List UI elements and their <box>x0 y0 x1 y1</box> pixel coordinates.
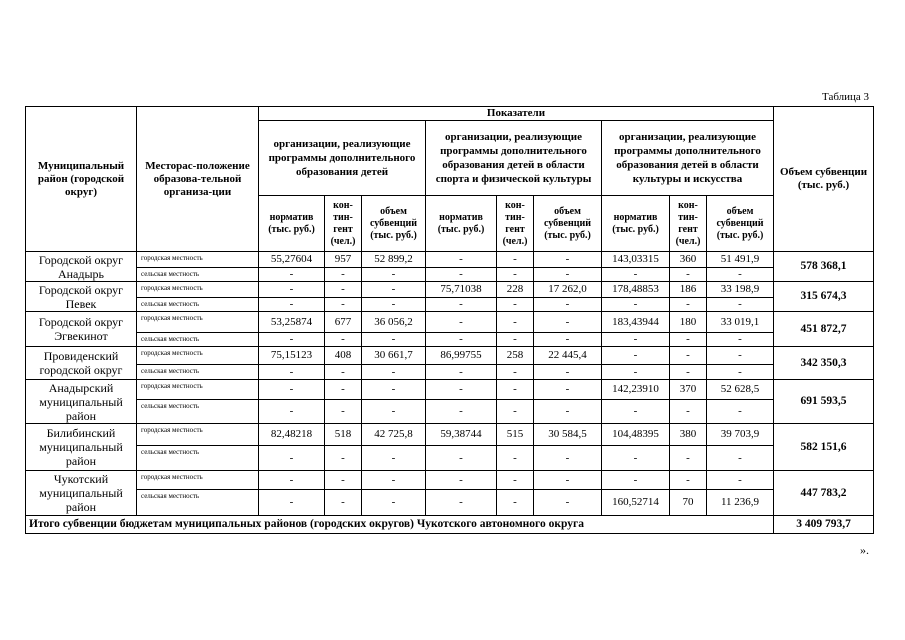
value-cell: - <box>497 380 534 400</box>
value-cell: 228 <box>497 282 534 298</box>
table-row <box>26 268 874 282</box>
value-cell: 22 445,4 <box>534 347 602 365</box>
header-municipality: Муниципальный район (городской округ) <box>26 107 137 252</box>
district-total: 451 872,7 <box>774 312 874 347</box>
value-cell: - <box>497 446 534 471</box>
value-cell: - <box>707 471 774 490</box>
value-cell: - <box>602 347 670 365</box>
value-cell: - <box>362 365 426 380</box>
value-cell: - <box>497 400 534 424</box>
district-total: 447 783,2 <box>774 471 874 516</box>
value-cell: 11 236,9 <box>707 490 774 516</box>
header-group-sport: организации, реализующие программы дополнительного образования детей в области спорта и физической культуры <box>426 121 602 196</box>
value-cell: 30 661,7 <box>362 347 426 365</box>
header-norm: норматив (тыс. руб.) <box>602 196 670 252</box>
value-cell: - <box>602 365 670 380</box>
value-cell: 677 <box>325 312 362 333</box>
value-cell: - <box>534 312 602 333</box>
value-cell: - <box>707 333 774 347</box>
footer-label: Итого субвенции бюджетам муниципальных районов (городских округов) Чукотского автономного округа <box>26 516 774 534</box>
value-cell: - <box>259 333 325 347</box>
value-cell: - <box>497 312 534 333</box>
table-row <box>26 424 874 446</box>
value-cell: - <box>426 446 497 471</box>
table-row <box>26 380 874 400</box>
value-cell: - <box>362 446 426 471</box>
value-cell: - <box>602 268 670 282</box>
value-cell: - <box>497 490 534 516</box>
header-indicators: Показатели <box>259 107 774 121</box>
value-cell: - <box>362 400 426 424</box>
value-cell: - <box>497 365 534 380</box>
value-cell: - <box>707 268 774 282</box>
table-row <box>26 282 874 298</box>
header-norm: норматив (тыс. руб.) <box>426 196 497 252</box>
value-cell: - <box>670 365 707 380</box>
value-cell: - <box>259 400 325 424</box>
value-cell: - <box>670 446 707 471</box>
value-cell: - <box>259 471 325 490</box>
value-cell: - <box>325 282 362 298</box>
value-cell: 33 198,9 <box>707 282 774 298</box>
value-cell: - <box>325 268 362 282</box>
value-cell: - <box>707 298 774 312</box>
value-cell: - <box>362 298 426 312</box>
value-cell: 55,27604 <box>259 252 325 268</box>
header-volume: объем субвенций (тыс. руб.) <box>707 196 774 252</box>
table-row <box>26 400 874 424</box>
value-cell: 380 <box>670 424 707 446</box>
district-name: Городской округ Анадырь <box>26 252 137 282</box>
value-cell: 957 <box>325 252 362 268</box>
value-cell: 360 <box>670 252 707 268</box>
value-cell: - <box>602 446 670 471</box>
table-row <box>26 347 874 365</box>
value-cell: - <box>259 298 325 312</box>
value-cell: - <box>497 252 534 268</box>
value-cell: - <box>534 252 602 268</box>
value-cell: 160,52714 <box>602 490 670 516</box>
value-cell: - <box>602 298 670 312</box>
district-total: 315 674,3 <box>774 282 874 312</box>
value-cell: - <box>259 490 325 516</box>
value-cell: 408 <box>325 347 362 365</box>
header-count: кон-тин-гент (чел.) <box>325 196 362 252</box>
value-cell: 180 <box>670 312 707 333</box>
value-cell: - <box>325 471 362 490</box>
value-cell: - <box>259 365 325 380</box>
location-label: сельская местность <box>137 365 259 380</box>
location-label: сельская местность <box>137 490 259 516</box>
value-cell: 53,25874 <box>259 312 325 333</box>
value-cell: - <box>534 333 602 347</box>
value-cell: - <box>670 347 707 365</box>
value-cell: 42 725,8 <box>362 424 426 446</box>
table-row <box>26 446 874 471</box>
value-cell: - <box>670 298 707 312</box>
value-cell: 258 <box>497 347 534 365</box>
table-caption: Таблица 3 <box>822 91 870 103</box>
header-count: кон-тин-гент (чел.) <box>670 196 707 252</box>
location-label: городская местность <box>137 471 259 490</box>
value-cell: - <box>426 490 497 516</box>
value-cell: - <box>534 400 602 424</box>
value-cell: - <box>325 490 362 516</box>
value-cell: - <box>534 446 602 471</box>
district-name: Провиденский городской округ <box>26 347 137 380</box>
value-cell: - <box>602 400 670 424</box>
value-cell: 515 <box>497 424 534 446</box>
value-cell: 52 899,2 <box>362 252 426 268</box>
value-cell: 33 019,1 <box>707 312 774 333</box>
value-cell: - <box>362 268 426 282</box>
table-row <box>26 365 874 380</box>
value-cell: 104,48395 <box>602 424 670 446</box>
value-cell: - <box>534 490 602 516</box>
header-group-general: организации, реализующие программы дополнительного образования детей <box>259 121 426 196</box>
table-row <box>26 490 874 516</box>
value-cell: 370 <box>670 380 707 400</box>
value-cell: 518 <box>325 424 362 446</box>
subsidy-table <box>25 106 874 534</box>
value-cell: - <box>362 282 426 298</box>
value-cell: - <box>497 471 534 490</box>
value-cell: - <box>426 298 497 312</box>
value-cell: - <box>426 252 497 268</box>
value-cell: - <box>426 312 497 333</box>
district-name: Городской округ Певек <box>26 282 137 312</box>
value-cell: - <box>259 268 325 282</box>
table-row <box>26 312 874 333</box>
value-cell: - <box>534 471 602 490</box>
location-label: городская местность <box>137 252 259 268</box>
value-cell: - <box>325 298 362 312</box>
value-cell: - <box>325 365 362 380</box>
closing-quote: ». <box>860 543 869 557</box>
value-cell: - <box>670 471 707 490</box>
value-cell: - <box>325 446 362 471</box>
location-label: городская местность <box>137 347 259 365</box>
value-cell: 178,48853 <box>602 282 670 298</box>
district-name: Чукотский муниципальный район <box>26 471 137 516</box>
value-cell: 142,23910 <box>602 380 670 400</box>
value-cell: - <box>670 400 707 424</box>
value-cell: - <box>426 333 497 347</box>
table-row <box>26 471 874 490</box>
value-cell: - <box>259 380 325 400</box>
value-cell: - <box>707 400 774 424</box>
district-total: 342 350,3 <box>774 347 874 380</box>
district-name: Городской округ Эгвекинот <box>26 312 137 347</box>
district-name: Анадырский муниципальный район <box>26 380 137 424</box>
value-cell: - <box>426 471 497 490</box>
value-cell: 52 628,5 <box>707 380 774 400</box>
value-cell: - <box>602 333 670 347</box>
location-label: сельская местность <box>137 298 259 312</box>
value-cell: - <box>670 333 707 347</box>
value-cell: - <box>362 471 426 490</box>
location-label: городская местность <box>137 424 259 446</box>
value-cell: - <box>534 365 602 380</box>
value-cell: - <box>362 380 426 400</box>
value-cell: - <box>497 298 534 312</box>
value-cell: - <box>534 380 602 400</box>
value-cell: - <box>259 282 325 298</box>
value-cell: 30 584,5 <box>534 424 602 446</box>
location-label: сельская местность <box>137 333 259 347</box>
value-cell: 183,43944 <box>602 312 670 333</box>
district-name: Билибинский муниципальный район <box>26 424 137 471</box>
footer-row <box>26 516 874 534</box>
value-cell: - <box>602 471 670 490</box>
district-total: 578 368,1 <box>774 252 874 282</box>
value-cell: 59,38744 <box>426 424 497 446</box>
header-volume: объем субвенций (тыс. руб.) <box>362 196 426 252</box>
value-cell: 143,03315 <box>602 252 670 268</box>
value-cell: - <box>497 333 534 347</box>
value-cell: 75,71038 <box>426 282 497 298</box>
location-label: сельская местность <box>137 400 259 424</box>
value-cell: - <box>325 380 362 400</box>
value-cell: 70 <box>670 490 707 516</box>
value-cell: - <box>670 268 707 282</box>
value-cell: - <box>707 365 774 380</box>
district-total: 582 151,6 <box>774 424 874 471</box>
value-cell: 75,15123 <box>259 347 325 365</box>
table-row <box>26 298 874 312</box>
value-cell: 36 056,2 <box>362 312 426 333</box>
header-norm: норматив (тыс. руб.) <box>259 196 325 252</box>
location-label: сельская местность <box>137 446 259 471</box>
location-label: городская местность <box>137 312 259 333</box>
header-location: Месторас-положение образова-тельной организа-ции <box>137 107 259 252</box>
value-cell: 51 491,9 <box>707 252 774 268</box>
location-label: городская местность <box>137 380 259 400</box>
value-cell: - <box>534 268 602 282</box>
value-cell: 39 703,9 <box>707 424 774 446</box>
value-cell: - <box>426 380 497 400</box>
value-cell: - <box>426 400 497 424</box>
header-count: кон-тин-гент (чел.) <box>497 196 534 252</box>
header-volume: объем субвенций (тыс. руб.) <box>534 196 602 252</box>
value-cell: 17 262,0 <box>534 282 602 298</box>
grand-total: 3 409 793,7 <box>774 516 874 534</box>
value-cell: 186 <box>670 282 707 298</box>
value-cell: - <box>534 298 602 312</box>
location-label: городская местность <box>137 282 259 298</box>
value-cell: - <box>325 333 362 347</box>
value-cell: - <box>707 446 774 471</box>
district-total: 691 593,5 <box>774 380 874 424</box>
value-cell: 86,99755 <box>426 347 497 365</box>
value-cell: - <box>426 365 497 380</box>
table-body <box>26 107 874 534</box>
header-group-culture: организации, реализующие программы дополнительного образования детей в области культуры и искусства <box>602 121 774 196</box>
location-label: сельская местность <box>137 268 259 282</box>
value-cell: - <box>362 333 426 347</box>
header-total: Объем субвенции (тыс. руб.) <box>774 107 874 252</box>
table-row <box>26 252 874 268</box>
value-cell: 82,48218 <box>259 424 325 446</box>
value-cell: - <box>707 347 774 365</box>
value-cell: - <box>362 490 426 516</box>
value-cell: - <box>426 268 497 282</box>
value-cell: - <box>325 400 362 424</box>
value-cell: - <box>497 268 534 282</box>
table-row <box>26 333 874 347</box>
value-cell: - <box>259 446 325 471</box>
